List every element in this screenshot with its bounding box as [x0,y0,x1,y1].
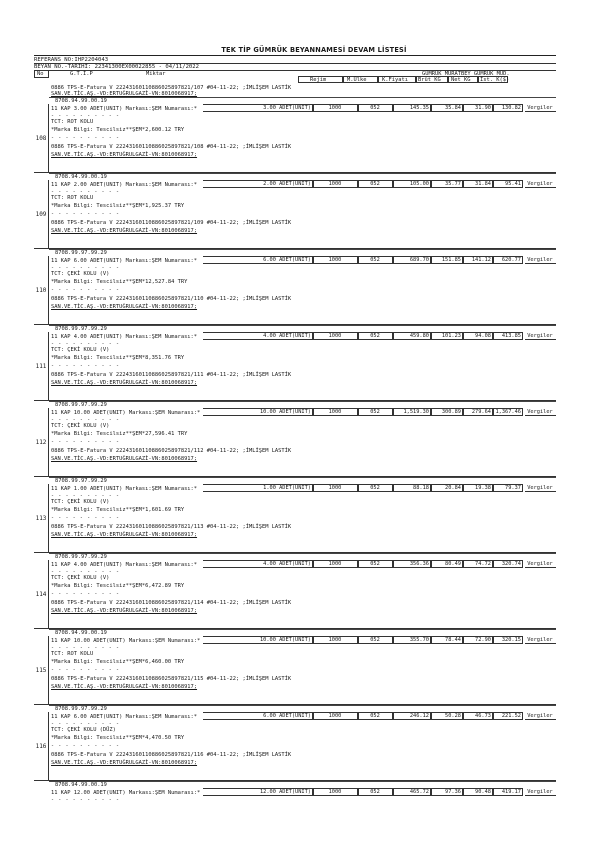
ist-cell: 419.17 [493,788,523,796]
vergiler-cell: Vergiler [525,256,556,264]
item-number: 116 [34,712,49,781]
description-line: TCT: ROT KOLU [51,195,94,201]
gtip-code: 8708.99.97.99.29 [55,478,107,484]
list-item [34,553,556,629]
rejim-cell: 1000 [313,104,358,112]
brand-line: *Marka Bilgi: Tescilsiz**ŞEM*1,925.37 TRY [51,203,185,209]
invoice-line: 0886 TPS-E-Fatura V 22243160110886025897821/110 #04-11-22; ;İMLİŞEM LASTİK [51,296,292,302]
rejim-cell: 1000 [313,408,358,416]
brand-line: *Marka Bilgi: Tescilsiz**ŞEM*1,601.69 TRY [51,507,185,513]
quantity-cell: 1.00 ADET(UNIT) [203,484,313,492]
ulke-cell: 052 [358,332,393,340]
gtip-code: 8708.99.97.99.29 [55,402,107,408]
kfiyat-cell: 459.80 [393,332,431,340]
declaration-sheet [34,46,556,831]
rejim-cell: 1000 [313,484,358,492]
brut-cell: 78.44 [431,636,463,644]
vergiler-cell: Vergiler [525,560,556,568]
gtip-code: 8708.99.97.99.29 [55,250,107,256]
col-net: Net KG [451,77,471,83]
kfiyat-cell: 355.70 [393,636,431,644]
brut-cell: 35.77 [431,180,463,188]
brut-cell: 101.23 [431,332,463,340]
kap-line: 11 KAP 6.00 ADET(UNIT) Markası:ŞEM Numarası:* [51,714,198,720]
kfiyat-cell: 105.00 [393,180,431,188]
list-item [34,249,556,325]
invoice-line: 0886 TPS-E-Fatura V 22243160110886025897821/114 #04-11-22; ;İMLİŞEM LASTİK [51,600,292,606]
ulke-cell: 052 [358,636,393,644]
dash-line: - - - - - - - - - - [51,721,120,727]
vergiler-cell: Vergiler [525,332,556,340]
invoice-line: 0886 TPS-E-Fatura V 22243160110886025897821/108 #04-11-22; ;İMLİŞEM LASTİK [51,144,292,150]
col-ist: İst. K($) [480,77,510,83]
quantity-cell: 10.00 ADET(UNIT) [203,408,313,416]
ist-cell: 1,367.46 [493,408,523,416]
quantity-cell: 10.00 ADET(UNIT) [203,636,313,644]
kap-line: 11 KAP 2.00 ADET(UNIT) Markası:ŞEM Numarası:* [51,182,198,188]
dash-line: - - - - - - - - - - [51,189,120,195]
brut-cell: 151.85 [431,256,463,264]
rejim-cell: 1000 [313,256,358,264]
net-cell: 19.38 [463,484,493,492]
ulke-cell: 052 [358,104,393,112]
rejim-cell: 1000 [313,788,358,796]
kap-line: 11 KAP 12.00 ADET(UNIT) Markası:ŞEM Numarası:* [51,790,201,796]
vergiler-cell: Vergiler [525,712,556,720]
dash-line: - - - - - - - - - - [51,797,120,803]
kap-line: 11 KAP 4.00 ADET(UNIT) Markası:ŞEM Numarası:* [51,562,198,568]
firm-line: SAN.VE.TİC.AŞ.-VD:ERTUĞRULGAZİ-VN:8010068917; [51,456,198,462]
reference-value: IHP2204043 [74,57,109,63]
invoice-line: 0886 TPS-E-Fatura V 22243160110886025897821/115 #04-11-22; ;İMLİŞEM LASTİK [51,676,292,682]
gtip-rule [49,553,556,554]
brand-line: *Marka Bilgi: Tescilsiz**ŞEM*2,600.12 TRY [51,127,185,133]
gtip-code: 8708.99.97.99.29 [55,554,107,560]
vergiler-cell: Vergiler [525,636,556,644]
dash-line: - - - - - - - - - - [51,417,120,423]
net-cell: 46.73 [463,712,493,720]
kfiyat-cell: 465.72 [393,788,431,796]
kfiyat-cell: 356.36 [393,560,431,568]
title-rule [34,55,556,56]
dash-line: - - - - - - - - - - [51,211,120,217]
net-cell: 31.90 [463,104,493,112]
item-number: 111 [34,332,49,401]
ulke-cell: 052 [358,788,393,796]
item-number: 108 [34,104,49,173]
kfiyat-cell: 88.18 [393,484,431,492]
rejim-cell: 1000 [313,180,358,188]
gtip-code: 8708.94.99.00.19 [55,630,107,636]
col-rejim: Rejim [310,77,327,83]
list-item [34,477,556,553]
gtip-rule [49,705,556,706]
gtip-rule [49,629,556,630]
gtip-rule [49,401,556,402]
quantity-cell: 6.00 ADET(UNIT) [203,712,313,720]
gtip-rule [49,781,556,782]
dash-line: - - - - - - - - - - [51,493,120,499]
dash-line: - - - - - - - - - - [51,439,120,445]
quantity-cell: 4.00 ADET(UNIT) [203,560,313,568]
list-item [34,401,556,477]
ulke-cell: 052 [358,560,393,568]
declaration-value: 22341300EX00022855 - 04/11/2022 [94,64,200,70]
ist-cell: 130.82 [493,104,523,112]
invoice-line: 0886 TPS-E-Fatura V 22243160110886025897821/113 #04-11-22; ;İMLİŞEM LASTİK [51,524,292,530]
list-item [34,629,556,705]
ist-cell: 79.37 [493,484,523,492]
gtip-code: 8708.94.99.00.19 [55,782,107,788]
brand-line: *Marka Bilgi: Tescilsiz**ŞEM*4,470.50 TRY [51,735,185,741]
brand-line: *Marka Bilgi: Tescilsiz**ŞEM*12,527.84 TRY [51,279,188,285]
firm-line: SAN.VE.TİC.AŞ.-VD:ERTUĞRULGAZİ-VN:8010068917; [51,228,198,234]
item-number: 112 [34,408,49,477]
kfiyat-cell: 145.35 [393,104,431,112]
brut-cell: 20.84 [431,484,463,492]
description-line: TCT: ROT KOLU [51,119,94,125]
dash-line: - - - - - - - - - - [51,569,120,575]
item-number: 114 [34,560,49,629]
kfiyat-cell: 246.12 [393,712,431,720]
kap-line: 11 KAP 10.00 ADET(UNIT) Markası:ŞEM Numarası:* [51,638,201,644]
dash-line: - - - - - - - - - - [51,591,120,597]
firm-line: SAN.VE.TİC.AŞ.-VD:ERTUĞRULGAZİ-VN:8010068917; [51,684,198,690]
description-line: TCT: ÇEKİ KOLU (V) [51,499,110,505]
col-office: GÜMRÜK_MURATBEY GÜMRÜK MÜD. [422,71,510,77]
ist-cell: 413.85 [493,332,523,340]
firm-line: SAN.VE.TİC.AŞ.-VD:ERTUĞRULGAZİ-VN:8010068917; [51,760,198,766]
brut-cell: 35.84 [431,104,463,112]
ist-cell: 95.41 [493,180,523,188]
description-line: TCT: ÇEKİ KOLU (V) [51,423,110,429]
rejim-cell: 1000 [313,332,358,340]
dash-line: - - - - - - - - - - [51,667,120,673]
dash-line: - - - - - - - - - - [51,265,120,271]
invoice-line: 0886 TPS-E-Fatura V 22243160110886025897821/116 #04-11-22; ;İMLİŞEM LASTİK [51,752,292,758]
item-number: 115 [34,636,49,705]
list-item [34,705,556,781]
net-cell: 74.72 [463,560,493,568]
vergiler-cell: Vergiler [525,408,556,416]
invoice-line: 0886 TPS-E-Fatura V 22243160110886025897821/109 #04-11-22; ;İMLİŞEM LASTİK [51,220,292,226]
dash-line: - - - - - - - - - - [51,645,120,651]
kap-line: 11 KAP 4.00 ADET(UNIT) Markası:ŞEM Numarası:* [51,334,198,340]
ist-cell: 320.74 [493,560,523,568]
dash-line: - - - - - - - - - - [51,341,120,347]
kap-line: 11 KAP 6.00 ADET(UNIT) Markası:ŞEM Numarası:* [51,258,198,264]
vergiler-cell: Vergiler [525,788,556,796]
dash-line: - - - - - - - - - - [51,515,120,521]
dash-line: - - - - - - - - - - [51,743,120,749]
net-cell: 72.90 [463,636,493,644]
brut-cell: 80.49 [431,560,463,568]
vergiler-cell: Vergiler [525,484,556,492]
gtip-code: 8708.94.99.00.19 [55,174,107,180]
reference-label: REFERANS NO: [34,57,75,63]
declaration-label: BEYAN NO.-TARİHİ: [34,64,92,70]
col-miktar: Miktar [146,71,166,77]
firm-line: SAN.VE.TİC.AŞ.-VD:ERTUĞRULGAZİ-VN:8010068917; [51,532,198,538]
ulke-cell: 052 [358,408,393,416]
brut-cell: 300.89 [431,408,463,416]
gtip-code: 8708.94.99.00.19 [55,98,107,104]
firm-line: SAN.VE.TİC.AŞ.-VD:ERTUĞRULGAZİ-VN:8010068917; [51,608,198,614]
description-line: TCT: ÇEKİ KOLU (V) [51,347,110,353]
kap-line: 11 KAP 10.00 ADET(UNIT) Markası:ŞEM Numarası:* [51,410,201,416]
net-cell: 94.08 [463,332,493,340]
col-ulke: M.Ülke [347,77,367,83]
list-item [34,97,556,173]
col-brut: Brüt KG [418,77,441,83]
brand-line: *Marka Bilgi: Tescilsiz**ŞEM*27,596.41 TRY [51,431,188,437]
dash-line: - - - - - - - - - - [51,135,120,141]
dash-line: - - - - - - - - - - [51,287,120,293]
quantity-cell: 4.00 ADET(UNIT) [203,332,313,340]
ulke-cell: 052 [358,180,393,188]
firm-line: SAN.VE.TİC.AŞ.-VD:ERTUĞRULGAZİ-VN:8010068917; [51,152,198,158]
item-number: 109 [34,180,49,249]
rejim-cell: 1000 [313,712,358,720]
vergiler-cell: Vergiler [525,104,556,112]
description-line: TCT: ÇEKİ KOLU (V) [51,271,110,277]
invoice-line: 0886 TPS-E-Fatura V 22243160110886025897821/111 #04-11-22; ;İMLİŞEM LASTİK [51,372,292,378]
list-item-tail [34,781,556,805]
kap-line: 11 KAP 1.00 ADET(UNIT) Markası:ŞEM Numarası:* [51,486,198,492]
dash-line: - - - - - - - - - - [51,113,120,119]
brut-cell: 50.28 [431,712,463,720]
description-line: TCT: ROT KOLU [51,651,94,657]
gtip-code: 8708.99.97.99.29 [55,326,107,332]
col-gtip: G.T.İ.P [70,71,93,77]
net-cell: 279.64 [463,408,493,416]
items-list [34,85,556,805]
firm-line: SAN.VE.TİC.AŞ.-VD:ERTUĞRULGAZİ-VN:8010068917; [51,304,198,310]
rejim-cell: 1000 [313,560,358,568]
gtip-rule [49,249,556,250]
gtip-rule [49,325,556,326]
col-kfiyati: K.Fiyatı [382,77,408,83]
brut-cell: 97.36 [431,788,463,796]
kfiyat-cell: 1,519.30 [393,408,431,416]
list-item-continuation [34,85,556,97]
brand-line: *Marka Bilgi: Tescilsiz**ŞEM*6,472.89 TRY [51,583,185,589]
kfiyat-cell: 689.70 [393,256,431,264]
quantity-cell: 6.00 ADET(UNIT) [203,256,313,264]
item-number: 110 [34,256,49,325]
gtip-rule [49,173,556,174]
gtip-rule [49,477,556,478]
item-number: 113 [34,484,49,553]
invoice-line: 0886 TPS-E-Fatura V 22243160110886025897821/112 #04-11-22; ;İMLİŞEM LASTİK [51,448,292,454]
description-line: TCT: ÇEKİ KOLU (V) [51,575,110,581]
net-cell: 141.12 [463,256,493,264]
ist-cell: 221.52 [493,712,523,720]
brand-line: *Marka Bilgi: Tescilsiz**ŞEM*8,351.76 TRY [51,355,185,361]
gtip-rule [49,97,556,98]
gtip-code: 8708.99.97.99.29 [55,706,107,712]
ist-cell: 320.15 [493,636,523,644]
list-item [34,325,556,401]
ulke-cell: 052 [358,256,393,264]
rejim-cell: 1000 [313,636,358,644]
kap-line: 11 KAP 3.00 ADET(UNIT) Markası:ŞEM Numarası:* [51,106,198,112]
top-firm-line: SAN.VE.TİC.AŞ.-VD:ERTUĞRULGAZİ-VN:8010068917; [51,91,198,97]
column-headers [34,70,556,84]
brand-line: *Marka Bilgi: Tescilsiz**ŞEM*6,460.00 TRY [51,659,185,665]
top-invoice-line: 0886 TPS-E-Fatura V 22243160110886025897821/107 #04-11-22; ;İMLİŞEM LASTİK [51,85,292,91]
document-title: TEK TİP GÜMRÜK BEYANNAMESİ DEVAM LİSTESİ [221,46,407,54]
quantity-cell: 12.00 ADET(UNIT) [203,788,313,796]
ulke-cell: 052 [358,712,393,720]
vergiler-cell: Vergiler [525,180,556,188]
description-line: TCT: ÇEKİ KOLU (DÜZ) [51,727,116,733]
col-no: No [37,71,44,77]
ist-cell: 620.77 [493,256,523,264]
net-cell: 90.48 [463,788,493,796]
list-item [34,173,556,249]
ulke-cell: 052 [358,484,393,492]
net-cell: 31.84 [463,180,493,188]
firm-line: SAN.VE.TİC.AŞ.-VD:ERTUĞRULGAZİ-VN:8010068917; [51,380,198,386]
quantity-cell: 2.00 ADET(UNIT) [203,180,313,188]
dash-line: - - - - - - - - - - [51,363,120,369]
quantity-cell: 3.00 ADET(UNIT) [203,104,313,112]
